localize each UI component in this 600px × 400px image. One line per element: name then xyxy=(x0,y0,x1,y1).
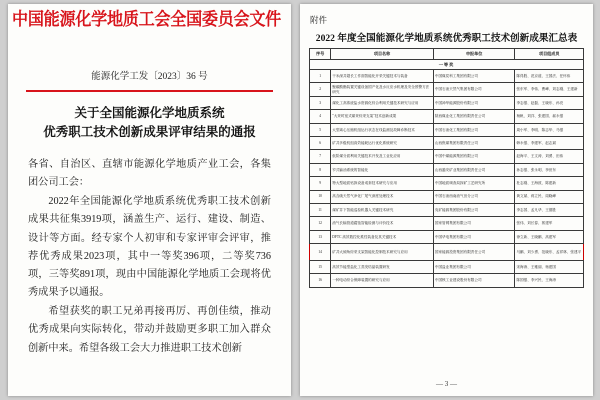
column-header-name: 项目名称 xyxy=(331,49,434,60)
table-row xyxy=(310,244,584,261)
cell-members: 杜志刚、王海波、陈建新 xyxy=(515,177,584,190)
cell-project-name: 油气长输管道腐蚀智能检测与评价技术 xyxy=(331,217,434,230)
cell-project-name: DFTC 高效数控化柔性装备及其关键技术 xyxy=(331,230,434,243)
cell-members: 韩永强、李建军、赵志斌 xyxy=(515,136,584,149)
cell-unit: 中国中煤能源集团有限公司 xyxy=(433,150,515,163)
cell-no: 5 xyxy=(310,123,331,136)
document-body xyxy=(28,156,271,359)
cell-unit: 国家能源投资集团有限责任公司 xyxy=(433,244,515,261)
page-number: — 3 — xyxy=(436,380,457,388)
cell-project-name: 高效节能型盐化工蒸发结晶装置研发 xyxy=(331,261,434,274)
cell-members: 黄文斌、蒋立民、周晓峰 xyxy=(515,190,584,203)
table-row xyxy=(310,150,584,163)
cell-unit: 中国神华能源股份有限公司 xyxy=(433,96,515,109)
table-row xyxy=(310,110,584,123)
cell-members: 陈得胜、范京道、王国法、任怀伟 xyxy=(515,70,584,83)
cell-no: 7 xyxy=(310,150,331,163)
cell-no: 6 xyxy=(310,136,331,149)
column-header-members: 项目组成员 xyxy=(515,49,584,60)
column-header-no: 序号 xyxy=(310,49,331,60)
cell-no: 3 xyxy=(310,96,331,109)
body-paragraph-2: 希望获奖的职工兄弟再接再厉、再创佳绩，推动优秀成果向实际转化，带动并鼓励更多职工加入群众创新中来。希望各级工会大力推进职工技术创新 xyxy=(28,306,271,354)
cell-unit: 中国石油西南油气田分公司 xyxy=(433,190,515,203)
cell-members: 李志国、孟凡华、王德胜 xyxy=(515,203,584,216)
summary-table-body xyxy=(310,60,584,288)
cell-no: 1 xyxy=(310,70,331,83)
cell-members: 赵海平、王文涛、刘勇、田伟 xyxy=(515,150,584,163)
table-header-row xyxy=(310,49,584,60)
cell-members: 孙志强、张永明、李世东 xyxy=(515,163,584,176)
cell-no: 15 xyxy=(310,261,331,274)
column-header-unit: 申报单位 xyxy=(433,49,515,60)
cell-no: 16 xyxy=(310,274,331,287)
cell-unit: 国家管网集团有限公司 xyxy=(433,217,515,230)
table-row xyxy=(310,190,584,203)
cell-unit: 山西潞安矿业集团有限责任公司 xyxy=(433,163,515,176)
cell-members: 张伟、刘长春、郭建军 xyxy=(515,217,584,230)
cell-members: 徐立新、王晓鹏、高建军 xyxy=(515,230,584,243)
cell-members: 张东军、李伟、曹峰、刘志刚、王建新 xyxy=(515,83,584,96)
cell-members: 杨帆、刘洋、张建国、郝永强 xyxy=(515,110,584,123)
cell-members: 周小军、李明、陈志华、马强 xyxy=(515,123,584,136)
summary-table xyxy=(309,48,584,288)
cell-project-name: 干米深井超长工作面智能化开采关键技术与装备 xyxy=(331,70,434,83)
cell-members: 陈国强、李兴民、王海涛 xyxy=(515,274,584,287)
document-red-header: 中国能源化学地质工会全国委员会文件 xyxy=(12,9,282,29)
cell-no: 8 xyxy=(310,163,331,176)
cell-unit: 中国核工业建设股份有限公司 xyxy=(433,274,515,287)
summary-table-head xyxy=(310,49,584,60)
table-row xyxy=(310,261,584,274)
cell-unit: 中国华电集团有限公司 xyxy=(433,230,515,243)
table-row xyxy=(310,230,584,243)
table-row xyxy=(310,203,584,216)
cell-project-name: 一种电动综合保障装置的研究与应用 xyxy=(331,274,434,287)
table-row xyxy=(310,217,584,230)
cell-project-name: 大型离心压缩机组运行状态在线监测及故障诊断技术 xyxy=(331,123,434,136)
cell-unit: 中国煤炭科工集团有限公司 xyxy=(433,70,515,83)
cell-project-name: "大采时宽式煤采综采支架"技术创新成果 xyxy=(331,110,434,123)
cell-project-name: 特大型地质钻探设备成套技术研究与应用 xyxy=(331,177,434,190)
table-row xyxy=(310,70,584,83)
cell-unit: 中国石油化工集团有限公司 xyxy=(433,123,515,136)
cell-no: 4 xyxy=(310,110,331,123)
grade-section-row xyxy=(310,60,584,70)
cell-no: 2 xyxy=(310,83,331,96)
page-bottom-fade xyxy=(8,380,291,396)
cell-project-name: 矿井多级机组高效能耗运行优化系统研究 xyxy=(331,136,434,149)
cell-project-name: 煤矿井下智能巡检机器人关键技术研究 xyxy=(331,203,434,216)
table-row xyxy=(310,177,584,190)
table-row xyxy=(310,163,584,176)
red-divider-rule xyxy=(26,90,273,92)
cell-unit: 中国盐业集团有限公司 xyxy=(433,261,515,274)
body-paragraph-salutation: 各省、自治区、直辖市能源化学地质产业工会，各集团公司工会： xyxy=(28,159,271,189)
body-paragraph-1: 2022年全国能源化学地质系统优秀职工技术创新成果共征集3919项，涵盖生产、运行、建设、制造、设计等方面。经专家个人初审和专家评审会评审，推荐优秀成果2023项，其中一等奖396项，二等奖736项，三等奖891项，现由中国能源化学地质工会现将优秀成果予以通报。 xyxy=(28,196,271,299)
cell-unit: 山西焦煤集团有限责任公司 xyxy=(433,136,515,149)
cell-no: 9 xyxy=(310,177,331,190)
cell-project-name: 聚碳酸酯装置关键设备国产化及水反应水机理及安全预警方法研究 xyxy=(331,83,434,96)
grade-label: 一等奖 xyxy=(310,60,584,70)
cell-members: 马鹏、刘少勇、范晓东、孟祥林、张建平 xyxy=(515,244,584,261)
cell-project-name: 煤化工高浓废盐水资源化综合利用关键技术研究与应用 xyxy=(331,96,434,109)
cell-unit: 陕西煤业化工集团有限责任公司 xyxy=(433,110,515,123)
cell-project-name: 高含硫天然气净化厂尾气深度处理技术 xyxy=(331,190,434,203)
cell-no: 12 xyxy=(310,217,331,230)
cell-project-name: 窄式输油系统的智能化 xyxy=(331,163,434,176)
summary-table-title: 2022 年度全国能源化学地质系统优秀职工技术创新成果汇总表 xyxy=(315,33,578,44)
cell-no: 13 xyxy=(310,230,331,243)
cell-unit: 中国石油天然气集团有限公司 xyxy=(433,83,515,96)
table-row xyxy=(310,136,584,149)
document-number: 能源化学工发〔2023〕36 号 xyxy=(91,72,208,82)
cell-no: 10 xyxy=(310,190,331,203)
cell-project-name: 矿井大倾角综采支架智能化控制技术研究与应用 xyxy=(331,244,434,261)
table-row xyxy=(310,83,584,96)
cell-project-name: 低阶煤分质利用关键技术开发及工业化应用 xyxy=(331,150,434,163)
cell-unit: 中国地质调查局探矿工艺研究所 xyxy=(433,177,515,190)
table-row xyxy=(310,96,584,109)
cell-unit: 兖矿能源集团股份有限公司 xyxy=(433,203,515,216)
cell-members: 李志强、赵磊、王晓东、孙亮 xyxy=(515,96,584,109)
cell-no: 14 xyxy=(310,244,331,261)
cell-no: 11 xyxy=(310,203,331,216)
document-title-line-2: 优秀职工技术创新成果评审结果的通报 xyxy=(43,125,256,140)
table-row xyxy=(310,123,584,136)
attachment-label: 附件 xyxy=(310,15,328,25)
document-title xyxy=(24,104,275,143)
document-title-line-1: 关于全国能源化学地质系统 xyxy=(74,106,225,120)
right-document xyxy=(300,4,593,396)
table-row xyxy=(310,274,584,287)
left-document xyxy=(8,4,291,396)
cell-members: 宋海涛、王雅丽、杨建国 xyxy=(515,261,584,274)
